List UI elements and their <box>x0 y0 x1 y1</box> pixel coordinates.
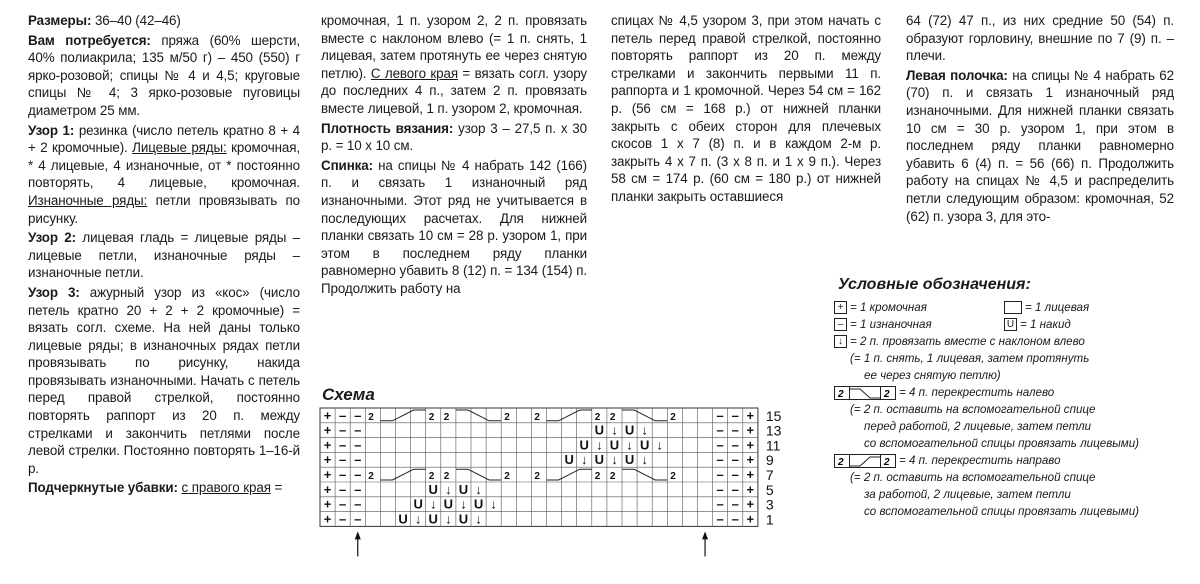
edge-stitch-right: + <box>746 481 755 497</box>
row-number: 1 <box>765 511 774 528</box>
legend-cross-left-note-2: перед работой, 2 лицевые, затем петли <box>864 420 1092 433</box>
decreases-end: = <box>270 480 283 496</box>
purl-stitch: – <box>731 496 739 512</box>
cable-count: 2 <box>670 411 676 423</box>
legend-purl: = 1 изнаночная <box>850 318 932 331</box>
purl-stitch: – <box>716 422 724 438</box>
pattern3-label: Узор 3: <box>28 284 80 300</box>
materials-label: Вам потребуется: <box>28 32 151 48</box>
edge-stitch-right: + <box>746 452 755 468</box>
purl-stitch-icon: – <box>834 318 847 331</box>
yarn-over-stitch: U <box>639 437 650 453</box>
purl-stitch: – <box>339 467 347 482</box>
purl-stitch: – <box>339 511 347 527</box>
cable-slant <box>380 469 425 480</box>
repeat-arrow-head <box>355 531 361 539</box>
pattern3-text: ажурный узор из «кос» (число петель кратно 20 + 2 + 2 кромочные) = вязать согл. схеме. На ней даны только лицевые ряды; в изнаночных рядах петли провязывать по рисунку, накида провязывать изнаночными. Начать с петель перед правой стрелкой, постоянно повторять раппорт из 20 п. между стрелками и закончить петлями после левой стрелки. Постоянно повторять 1–16-й р. <box>28 284 301 476</box>
density-text: узор 3 – 27,5 п. х 30 р. = 10 х 10 см. <box>321 120 587 154</box>
legend-k2tog-note-2: ее через снятую петлю) <box>864 369 1001 382</box>
purl-stitch: – <box>716 407 724 423</box>
col2-text-2: = вязать согл. узору до последних 4 п., затем 2 п. провязать вместе лицевой, 1 п. узором 2, кромочная. <box>321 65 587 116</box>
yarn-over-stitch: U <box>609 437 620 453</box>
purl-stitch: – <box>354 496 362 512</box>
legend-title: Условные обозначения: <box>838 276 1031 293</box>
k2tog-stitch: ↓ <box>656 437 663 453</box>
k2tog-stitch: ↓ <box>611 452 618 468</box>
purl-stitch: – <box>731 407 739 423</box>
k2tog-stitch: ↓ <box>475 511 482 527</box>
purl-stitch: – <box>731 422 739 438</box>
purl-stitch: – <box>731 511 739 527</box>
scheme-title: Схема <box>322 385 375 404</box>
legend-cross-left: = 4 п. перекрестить налево <box>899 386 1055 399</box>
cable-count: 2 <box>443 411 450 423</box>
pattern1-label: Узор 1: <box>28 122 75 138</box>
cable-count: 2 <box>594 471 601 482</box>
purl-stitch: – <box>716 511 724 527</box>
row-number: 13 <box>765 422 782 439</box>
decreases-label: Подчеркнутые убавки: <box>28 480 178 496</box>
yarn-over-stitch: U <box>458 481 469 497</box>
edge-stitch-icon: + <box>834 301 847 314</box>
cable-count: 2 <box>428 411 435 423</box>
k2tog-stitch: ↓ <box>596 437 603 453</box>
edge-stitch-left: + <box>323 407 332 423</box>
pattern1-face-rows: Лицевые ряды: <box>132 140 227 156</box>
sizes-label: Размеры: <box>28 13 92 28</box>
row-number: 3 <box>765 496 774 513</box>
yarn-over-stitch: U <box>624 452 635 468</box>
purl-stitch: – <box>339 422 347 438</box>
yarn-over-stitch: U <box>458 511 469 527</box>
cable-count: 2 <box>609 471 616 482</box>
k2tog-stitch: ↓ <box>581 452 588 468</box>
col3-text: спицах № 4,5 узором 3, при этом начать с петель перед правой стрелкой, постоянно повторять раппорт из 20 п. между стрелками и закончить первыми 11 п. раппорта и 1 кромочной. Через 54 см = 162 р. (56 см = 168 р.) от нижней планки закрыть с обеих сторон для плечевых скосов 1 х 7 (8) п. и в каждом 2-м р. закрыть 4 х 7 п. (3 х 8 п. и 1 х 9 п.). Через 58 см = 174 р. (60 см = 180 р.) от нижней планки закрыть оставшиеся <box>611 13 881 204</box>
k2tog-stitch: ↓ <box>626 437 633 453</box>
pattern1-purl-rows: Изнаночные ряды: <box>28 192 148 208</box>
cable-count: 2 <box>504 471 510 482</box>
edge-stitch-right: + <box>746 407 755 423</box>
purl-stitch: – <box>731 481 739 497</box>
k2tog-stitch: ↓ <box>611 422 618 438</box>
edge-stitch-left: + <box>323 437 332 453</box>
row-number: 15 <box>765 407 782 424</box>
sizes-text: 36–40 (42–46) <box>91 13 181 28</box>
edge-stitch-left: + <box>323 496 332 512</box>
edge-stitch-left: + <box>323 422 332 438</box>
legend-cross-right-note-2: за работой, 2 лицевые, затем петли <box>864 488 1071 501</box>
k2tog-stitch: ↓ <box>475 481 482 497</box>
purl-stitch: – <box>339 481 347 497</box>
cable-slant <box>380 410 425 421</box>
cross-right-count-a: 2 <box>838 456 844 468</box>
left-edge-label: С левого края <box>370 65 458 81</box>
purl-stitch: – <box>731 452 739 468</box>
legend-cross-left-note-1: (= 2 п. оставить на вспомогательной спице <box>850 403 1096 416</box>
cable-count: 2 <box>504 411 510 423</box>
yarn-over-stitch: U <box>473 496 484 512</box>
repeat-arrow-head <box>702 531 708 539</box>
cross-right-count-b: 2 <box>884 456 890 468</box>
cable-count: 2 <box>670 471 676 482</box>
yarn-over-stitch: U <box>443 496 454 512</box>
back-label: Спинка: <box>321 157 373 173</box>
purl-stitch: – <box>716 437 724 453</box>
pattern2-label: Узор 2: <box>28 230 77 246</box>
yarn-over-stitch: U <box>413 496 423 512</box>
col4-text-1: 64 (72) 47 п., из них средние 50 (54) п. образуют горловину, внешние по 7 (9) п. – плечи. <box>906 13 1174 64</box>
cable-slant <box>456 469 501 480</box>
purl-stitch: – <box>731 437 739 453</box>
purl-stitch: – <box>716 467 724 482</box>
yarn-over-stitch: U <box>398 511 408 527</box>
cable-count: 2 <box>534 471 540 482</box>
purl-stitch: – <box>339 496 347 512</box>
legend-cross-right-note-3: со вспомогательной спицы провязать лицевыми) <box>864 505 1140 518</box>
yarn-over-stitch: U <box>624 422 635 438</box>
purl-stitch: – <box>354 481 362 497</box>
cable-count: 2 <box>368 471 374 482</box>
k2tog-stitch: ↓ <box>445 481 452 497</box>
cable-count: 2 <box>368 411 374 423</box>
yarn-over-stitch: U <box>579 437 589 453</box>
yarn-over-stitch: U <box>594 422 605 438</box>
purl-stitch: – <box>354 452 362 468</box>
yarn-over-stitch: U <box>428 481 438 497</box>
row-number: 9 <box>765 452 774 469</box>
left-front-label: Левая полочка: <box>906 67 1008 83</box>
edge-stitch-right: + <box>746 422 755 438</box>
row-number: 5 <box>765 481 774 498</box>
k2tog-stitch: ↓ <box>641 452 648 468</box>
legend-cross-left-note-3: со вспомогательной спицы провязать лицевыми) <box>864 437 1140 450</box>
purl-stitch: – <box>731 467 739 482</box>
pattern1-text-c: петли провязывать по рисунку. <box>28 192 300 226</box>
purl-stitch: – <box>354 437 362 453</box>
legend-edge: = 1 кромочная <box>850 301 927 314</box>
k2tog-stitch: ↓ <box>490 496 497 512</box>
k2tog-stitch: ↓ <box>460 496 467 512</box>
legend-k2tog: = 2 п. провязать вместе с наклоном влево <box>850 335 1085 348</box>
cable-count: 2 <box>534 411 540 423</box>
purl-stitch: – <box>339 407 347 423</box>
cable-slant <box>547 469 592 480</box>
row-number: 11 <box>765 437 781 454</box>
cable-slant <box>622 410 667 421</box>
cable-slant <box>547 410 592 421</box>
yarn-over-stitch: U <box>428 511 438 527</box>
purl-stitch: – <box>716 452 724 468</box>
cable-count: 2 <box>594 411 601 423</box>
purl-stitch: – <box>339 437 347 453</box>
cable-slant <box>456 410 501 421</box>
cable-count: 2 <box>428 471 435 482</box>
k2tog-stitch: ↓ <box>430 496 437 512</box>
back-text: на спицы № 4 набрать 142 (166) п. и связать 1 изнаночный ряд изнаночными. Этот ряд не учитывается в последующих расчетах. Для нижней планки связать 10 см = 28 р. узором 1, при этом в последнем ряду планки равномерно убавить 8 (12) п. = 134 (154) п. Продолжить работу на <box>321 157 587 296</box>
cross-left-count-b: 2 <box>884 388 890 400</box>
edge-stitch-left: + <box>323 511 332 527</box>
pattern1-text: резинка (число петель кратно 8 + 4 + 2 кромочные). <box>28 122 300 156</box>
yarn-over-stitch: U <box>564 452 574 468</box>
k2tog-stitch: ↓ <box>414 511 422 527</box>
purl-stitch: – <box>354 407 362 423</box>
materials-text: пряжа (60% шерсти, 40% полиакрила; 135 м/50 г) – 450 (550) г ярко-розовой; спицы № 4 и 4,5; круговые спицы № 4; 3 ярко-розовые пуговицы диаметром 25 мм. <box>28 32 300 118</box>
legend-yo: = 1 накид <box>1020 318 1071 331</box>
purl-stitch: – <box>354 511 362 527</box>
row-number: 7 <box>765 467 774 483</box>
edge-stitch-right: + <box>746 467 755 482</box>
cross-left-count-a: 2 <box>838 388 844 400</box>
cable-slant <box>622 469 667 480</box>
k2tog-left-icon: ↓ <box>834 335 847 348</box>
purl-stitch: – <box>354 467 362 482</box>
col2-text-1: кромочная, 1 п. узором 2, 2 п. провязать вместе с наклоном влево (= 1 п. снять, 1 лицевая, затем протянуть ее через снятую петлю). <box>321 13 587 81</box>
yarn-over-stitch: U <box>594 452 605 468</box>
edge-stitch-left: + <box>323 452 332 468</box>
edge-stitch-left: + <box>323 467 332 482</box>
pattern2-text: лицевая гладь = лицевые ряды – лицевые петли, изнаночные ряды – изнаночные петли. <box>28 230 300 281</box>
k2tog-stitch: ↓ <box>641 422 648 438</box>
cable-count: 2 <box>609 411 616 423</box>
edge-stitch-right: + <box>746 437 755 453</box>
legend-k2tog-note-1: (= 1 п. снять, 1 лицевая, затем протянуть <box>850 352 1090 365</box>
k2tog-stitch: ↓ <box>445 511 452 527</box>
legend-cross-right: = 4 п. перекрестить направо <box>899 454 1061 467</box>
legend-knit: = 1 лицевая <box>1025 301 1090 314</box>
edge-stitch-left: + <box>323 481 332 497</box>
density-label: Плотность вязания: <box>321 120 454 136</box>
left-front-text: на спицы № 4 набрать 62 (70) п. и связать 1 изнаночный ряд изнаночными. Для нижней планки связать 10 см = 30 р. узором 1, при этом в последнем ряду планки равномерно убавить 6 (4) п. = 56 (66) п. Продолжить работу на спицах № 4,5 и распределить петли следующим образом: кромочная, 52 (62) п. узора 3, для это- <box>906 67 1174 224</box>
purl-stitch: – <box>716 496 724 512</box>
edge-stitch-right: + <box>746 496 755 512</box>
yarn-over-icon: U <box>1004 318 1017 331</box>
cable-count: 2 <box>443 471 450 482</box>
purl-stitch: – <box>354 422 362 438</box>
purl-stitch: – <box>339 452 347 468</box>
edge-stitch-right: + <box>746 511 755 527</box>
purl-stitch: – <box>716 481 724 497</box>
legend-cross-right-note-1: (= 2 п. оставить на вспомогательной спице <box>850 471 1096 484</box>
pattern1-text-b: кромочная, * 4 лицевые, 4 изнаночные, от * постоянно повторять, 4 лицевые, кромочная. <box>28 140 300 191</box>
right-edge-label: с правого края <box>181 480 271 496</box>
